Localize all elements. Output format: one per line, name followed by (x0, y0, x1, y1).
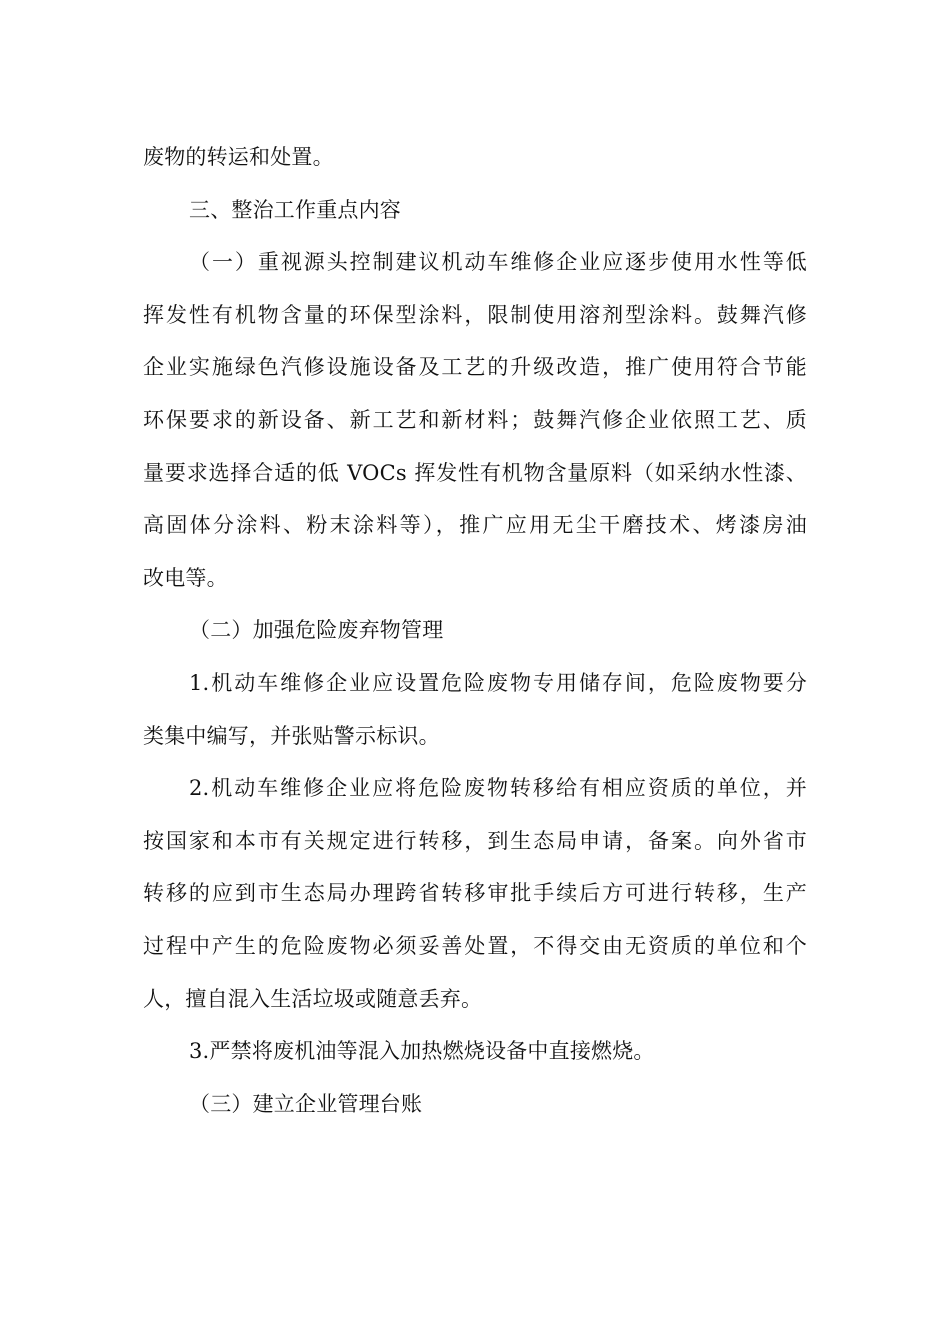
text-line: 过程中产生的危险废物必须妥善处置，不得交由无资质的单位和个 (143, 933, 807, 958)
paragraph-first-line: 3.严禁将废机油等混入加热燃烧设备中直接燃烧。 (189, 1039, 655, 1064)
text-line: 挥发性有机物含量的环保型涂料，限制使用溶剂型涂料。鼓舞汽修 (143, 302, 807, 327)
paragraph-first-line: 1.机动车维修企业应设置危险废物专用储存间，危险废物要分 (189, 670, 807, 695)
text-line: 人，擅自混入生活垃圾或随意丢弃。 (143, 986, 483, 1011)
text-line: 环保要求的新设备、新工艺和新材料；鼓舞汽修企业依照工艺、质 (143, 407, 807, 432)
paragraph-first-line: （一）重视源头控制建议机动车维修企业应逐步使用水性等低 (189, 250, 807, 275)
subsection-heading: （二）加强危险废弃物管理 (189, 618, 444, 643)
text-line: 量要求选择合适的低 VOCs 挥发性有机物含量原料（如采纳水性漆、 (143, 460, 807, 485)
text-line: 高固体分涂料、粉末涂料等），推广应用无尘干磨技术、烤漆房油 (143, 513, 807, 538)
section-heading: 三、整治工作重点内容 (189, 197, 401, 222)
text-line: 转移的应到市生态局办理跨省转移审批手续后方可进行转移，生产 (143, 881, 807, 906)
subsection-heading: （三）建立企业管理台账 (189, 1091, 423, 1116)
document-body (143, 131, 807, 1130)
text-line: 废物的转运和处置。 (143, 145, 334, 169)
text-line: 类集中编写，并张贴警示标识。 (143, 723, 440, 748)
paragraph-first-line: 2.机动车维修企业应将危险废物转移给有相应资质的单位，并 (189, 776, 807, 801)
text-line: 企业实施绿色汽修设施设备及工艺的升级改造，推广使用符合节能 (143, 355, 807, 380)
text-line: 按国家和本市有关规定进行转移，到生态局申请，备案。向外省市 (143, 828, 807, 853)
text-line: 改电等。 (143, 565, 228, 590)
